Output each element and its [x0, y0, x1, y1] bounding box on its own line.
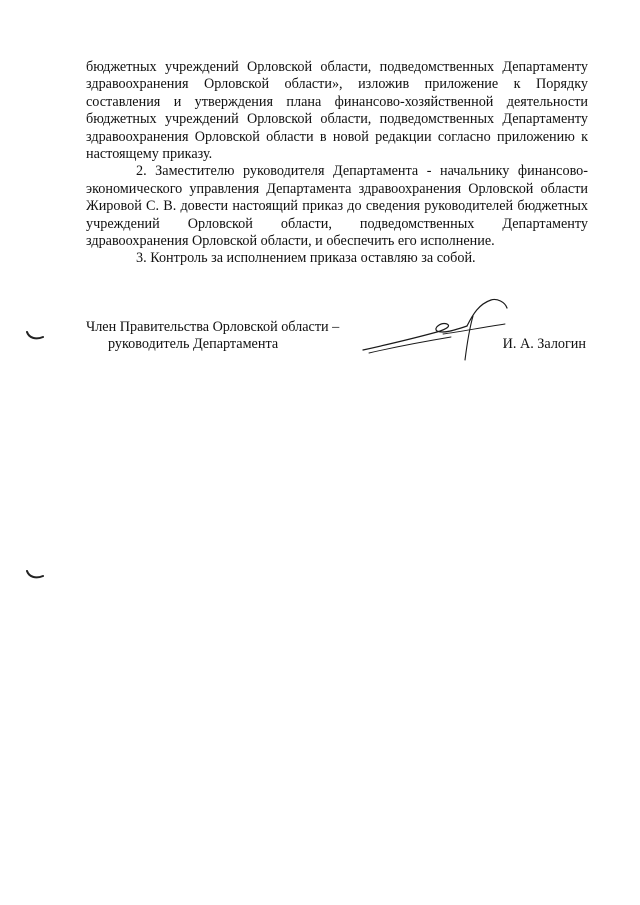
binder-punch-mark: [26, 331, 44, 341]
paragraph-continuation: бюджетных учреждений Орловской области, подведомственных Департаменту здравоохранения Орловской области», изложив приложение к Порядку составления и утверждения плана финансово-хозяйственной деятельности бюджетных учреждений Орловской области, подведомственных Департаменту здравоохранения Орловской области в новой редакции согласно приложению к настоящему приказу.: [86, 59, 588, 163]
paragraph-item-3: 3. Контроль за исполнением приказа оставляю за собой.: [136, 250, 476, 267]
signatory-title-line2: руководитель Департамента: [108, 336, 279, 353]
signatory-name: И. А. Залогин: [502, 336, 586, 353]
signatory-title-line1: Член Правительства Орловской области –: [86, 319, 340, 335]
binder-punch-mark: [26, 570, 44, 580]
paragraph-item-2: 2. Заместителю руководителя Департамента - начальнику финансово-экономического управления Департамента здравоохранения Орловской области Жировой С. В. довести настоящий приказ до сведения руководителей бюджетных учреждений Орловской области, подведомственных Департаменту здравоохранения Орловской области, и обеспечить его исполнение.: [86, 163, 588, 250]
document-body: [86, 59, 588, 268]
handwritten-signature: [355, 296, 520, 362]
